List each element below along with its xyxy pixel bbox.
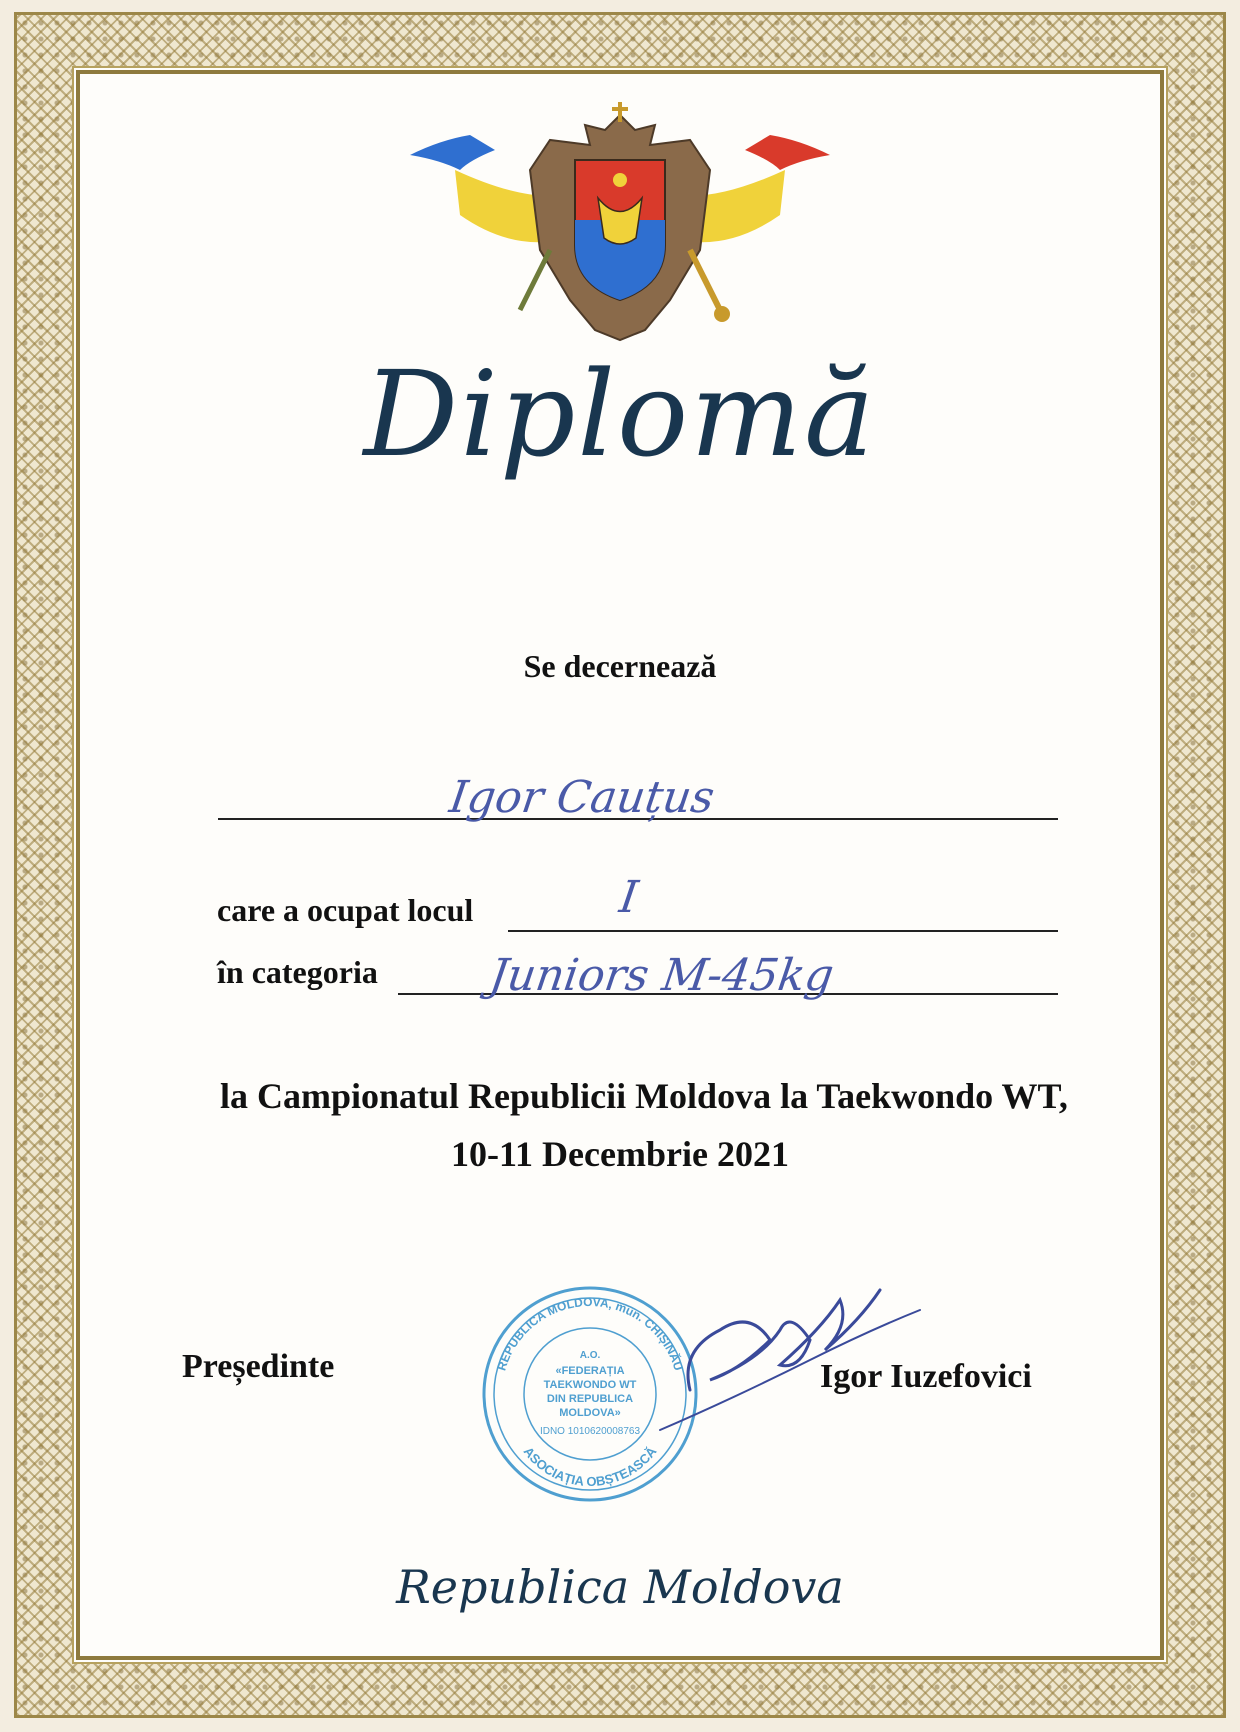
place-value: I bbox=[616, 872, 641, 923]
stamp-line-2: «FEDERAȚIA bbox=[555, 1365, 625, 1377]
president-signature bbox=[650, 1270, 930, 1440]
event-line: la Campionatul Republicii Moldova la Taekwondo WT, bbox=[220, 1076, 1068, 1116]
diploma-title: Diplomă bbox=[363, 345, 877, 483]
stamp-line-5: MOLDOVA» bbox=[559, 1407, 621, 1419]
stamp-outer-text: REPUBLICA MOLDOVA, mun. CHIȘINĂU bbox=[494, 1294, 686, 1373]
awarded-text: Se decernează bbox=[523, 648, 717, 684]
president-name: Igor Iuzefovici bbox=[820, 1358, 1032, 1395]
stamp-idno: IDNO 1010620008763 bbox=[539, 1426, 641, 1437]
stamp-bottom-text: ASOCIAȚIA OBȘTEASCĂ bbox=[520, 1443, 660, 1490]
stamp-line-1: A.O. bbox=[579, 1350, 601, 1361]
stamp-line-4: DIN REPUBLICA bbox=[546, 1393, 634, 1405]
svg-text:ASOCIAȚIA OBȘTEASCĂ bbox=[521, 1443, 660, 1489]
event-date: 10-11 Decembrie 2021 bbox=[451, 1134, 789, 1174]
category-label: în categoria bbox=[217, 954, 378, 990]
footer-country: Republica Moldova bbox=[396, 1560, 844, 1614]
category-value: Juniors M-45kg bbox=[486, 950, 837, 1001]
stamp-line-3: TAEKWONDO WT bbox=[543, 1379, 637, 1391]
coat-of-arms-emblem bbox=[400, 100, 840, 350]
president-label: Președinte bbox=[182, 1348, 335, 1385]
place-line bbox=[508, 930, 1058, 932]
recipient-name: Igor Cauțus bbox=[446, 772, 718, 823]
place-label: care a ocupat locul bbox=[217, 892, 474, 928]
